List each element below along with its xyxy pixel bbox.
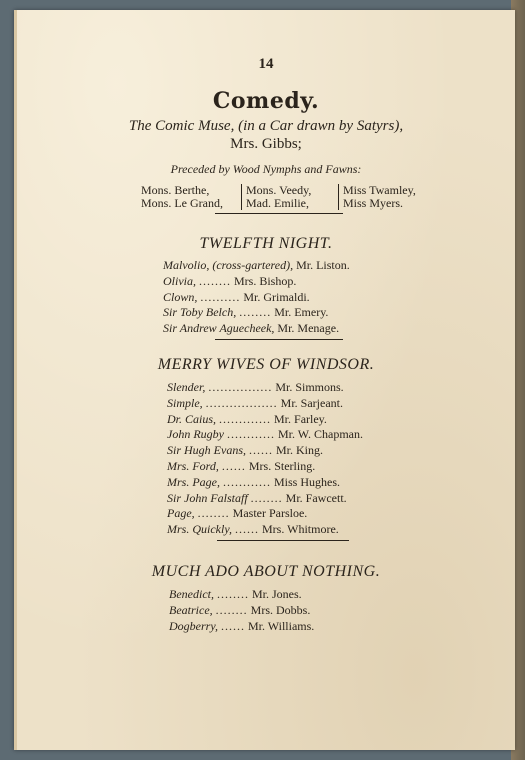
cast-role: Dr. Caius, [167, 411, 217, 426]
cast-row [167, 396, 363, 412]
dancers-column-1 [141, 184, 223, 210]
cast-role: Beatrice, [169, 602, 213, 617]
cast-row [167, 522, 363, 538]
cast-row [163, 321, 350, 337]
cast-role: Dogberry, [169, 618, 218, 633]
leader-dots: ............. [219, 411, 272, 426]
cast-row [163, 290, 350, 306]
cast-role: Mrs. Page, [167, 474, 220, 489]
playbill-page [14, 10, 515, 750]
cast-actor: Mr. Fawcett. [285, 490, 347, 505]
cast-actor: Mr. Grimaldi. [243, 289, 310, 304]
cast-row [167, 475, 363, 491]
cast-actor: Miss Hughes. [274, 474, 341, 489]
play-title-twelfth-night: TWELFTH NIGHT. [199, 235, 333, 252]
divider [217, 540, 349, 541]
leader-dots: ........ [197, 506, 230, 521]
cast-actor: Mr. King. [276, 443, 324, 458]
leader-dots: ...... [235, 522, 259, 537]
leader-dots: ...... [249, 443, 273, 458]
cast-actor: Mr. Farley. [274, 411, 327, 426]
cast-row [167, 412, 363, 428]
cast-actor: Mr. Sarjeant. [280, 395, 343, 410]
cast-actor: Mrs. Whitmore. [262, 522, 339, 537]
cast-list-twelfth-night [163, 258, 350, 337]
cast-row [169, 619, 314, 635]
cast-role: Mrs. Quickly, [167, 522, 232, 537]
cast-row [167, 427, 363, 443]
cast-row [163, 274, 350, 290]
dancer: Mad. Emilie, [246, 196, 309, 210]
cast-actor: Mrs. Bishop. [234, 273, 297, 288]
cast-role: Clown, [163, 289, 198, 304]
cast-actor: Mr. Emery. [274, 305, 329, 320]
cast-actor: Mr. Williams. [248, 618, 315, 633]
cast-actor: Mrs. Dobbs. [250, 602, 311, 617]
page-number: 14 [258, 56, 274, 72]
cast-role: Sir Toby Belch, [163, 305, 237, 320]
cast-role: Olivia, [163, 273, 196, 288]
cast-row [169, 603, 314, 619]
cast-role: Benedict, [169, 587, 214, 601]
cast-actor: Mr. Jones. [251, 587, 302, 601]
section-heading: Comedy. [212, 88, 320, 114]
cast-actor: Mr. W. Chapman. [277, 427, 363, 442]
cast-actor: Mrs. Sterling. [248, 458, 316, 473]
leader-dots: ................ [208, 380, 273, 394]
leader-dots: ...... [221, 458, 246, 473]
cast-role: John Rugby [167, 427, 224, 442]
cast-role: Sir Hugh Evans, [167, 443, 246, 458]
dancer: Mons. Veedy, [246, 183, 312, 197]
muse-line: The Comic Muse, (in a Car drawn by Satyrs), [128, 118, 404, 134]
divider [215, 213, 343, 214]
cast-row [167, 443, 363, 459]
cast-role: Page, [167, 506, 195, 521]
leader-dots: ............ [226, 427, 275, 442]
dancer: Miss Twamley, [343, 183, 416, 197]
leader-dots: ........ [215, 602, 248, 617]
leader-dots: ...... [221, 618, 245, 633]
divider [215, 339, 343, 340]
play-title-merry-wives: MERRY WIVES OF WINDSOR. [157, 356, 375, 373]
cast-row [167, 380, 363, 396]
leader-dots: .......... [200, 289, 241, 304]
cast-role: Malvolio, (cross-gartered), [163, 258, 294, 272]
dancer: Mons. Berthe, [141, 183, 210, 197]
dancers-column-2 [241, 184, 311, 210]
cast-role: Mrs. Ford, [167, 458, 219, 473]
leader-dots: ........ [216, 587, 249, 601]
dancers-column-3 [338, 184, 416, 210]
cast-list-merry-wives [167, 380, 363, 538]
cast-list-much-ado [169, 587, 314, 634]
cast-row [167, 491, 363, 507]
muse-actor: Mrs. Gibbs; [230, 136, 302, 152]
play-title-much-ado: MUCH ADO ABOUT NOTHING. [151, 563, 381, 580]
leader-dots: ........ [239, 305, 272, 320]
cast-role: Sir John Falstaff [167, 490, 248, 505]
preceded-line: Preceded by Wood Nymphs and Fawns: [170, 162, 362, 176]
cast-role: Sir Andrew Aguecheek, [163, 321, 275, 336]
leader-dots: .................. [205, 395, 278, 410]
cast-actor: Mr. Menage. [277, 321, 340, 336]
cast-row [163, 305, 350, 321]
cast-actor: Master Parsloe. [232, 506, 308, 521]
cast-role: Slender, [167, 380, 206, 394]
cast-actor: Mr. Simmons. [275, 380, 344, 394]
dancer: Mons. Le Grand, [141, 196, 223, 210]
cast-role: Simple, [167, 395, 203, 410]
cast-row [167, 459, 363, 475]
leader-dots: ........ [250, 490, 283, 505]
cast-row [163, 258, 350, 274]
cast-row [167, 506, 363, 522]
cast-actor: Mr. Liston. [296, 258, 350, 272]
leader-dots: ............ [223, 474, 271, 489]
cast-row [169, 587, 314, 603]
leader-dots: ........ [199, 273, 231, 288]
dancer: Miss Myers. [343, 196, 404, 210]
